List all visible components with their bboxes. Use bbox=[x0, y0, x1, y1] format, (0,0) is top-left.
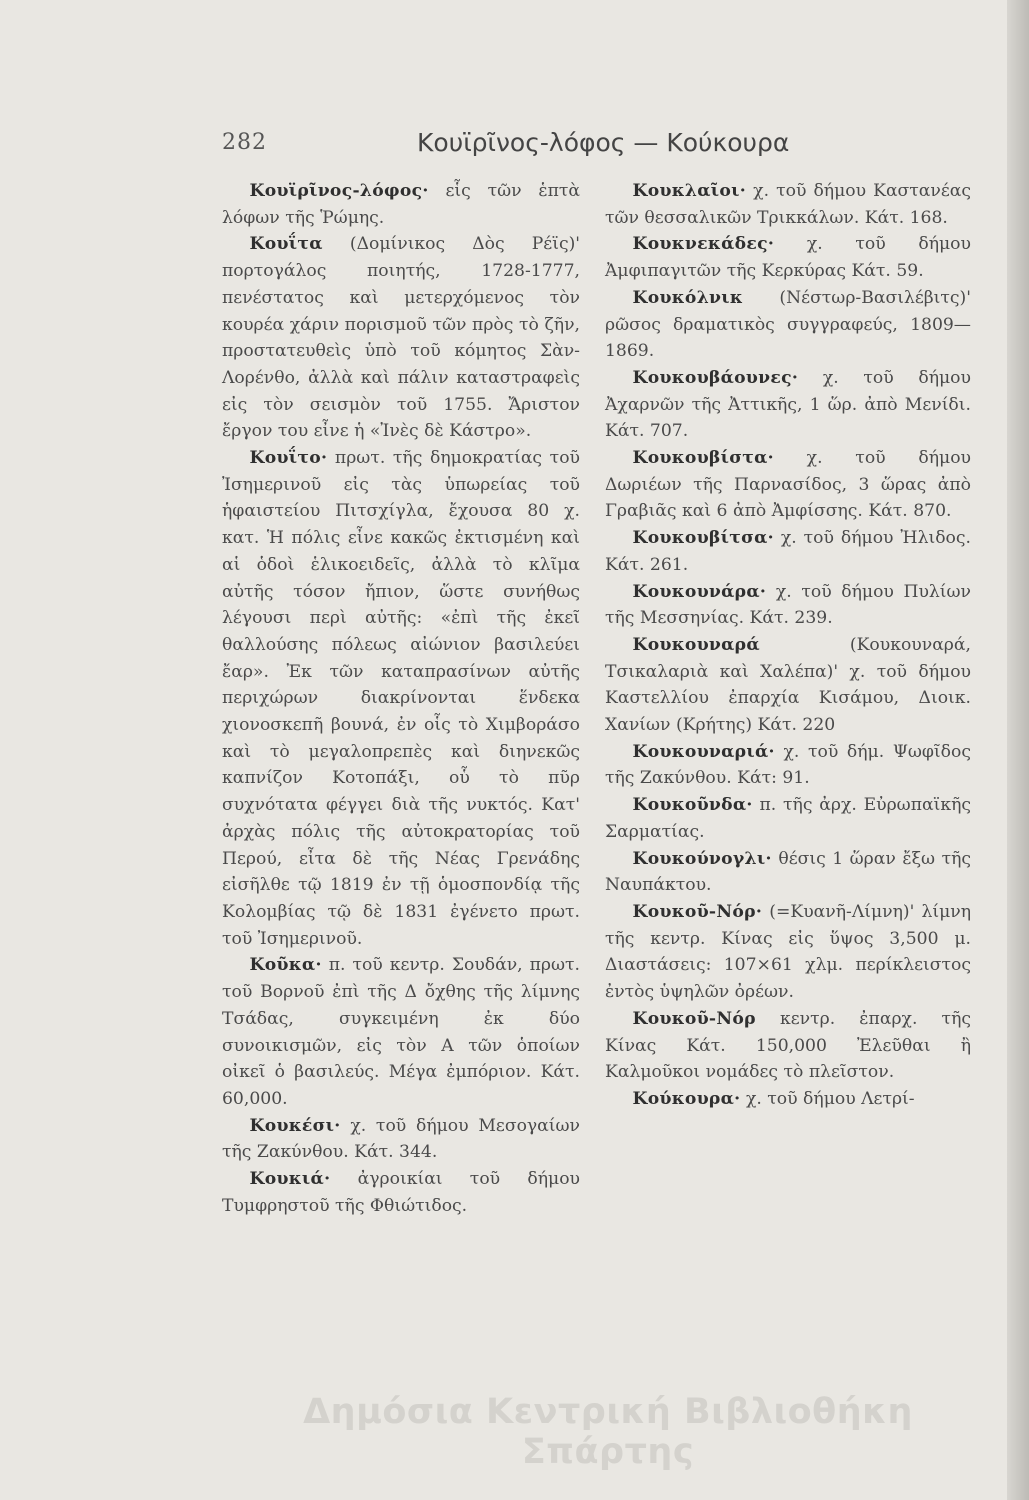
dictionary-entry bbox=[605, 632, 971, 739]
dictionary-entry bbox=[222, 1113, 580, 1166]
dictionary-entry bbox=[222, 952, 580, 1112]
entry-headword: Κουκουβάουνες· bbox=[632, 367, 799, 388]
dictionary-entry bbox=[605, 846, 971, 899]
entry-headword: Κουϊρῖνος-λόφος· bbox=[249, 181, 429, 201]
entry-headword: Κουκουναριά· bbox=[632, 741, 775, 762]
library-watermark: Δημόσια Κεντρική Βιβλιοθήκη Σπάρτης bbox=[303, 1392, 913, 1472]
entry-text: χ. τοῦ δήμου Δωριέων τῆς Παρνασίδος, 3 ὥρας ἀπὸ Γραβιᾶς καὶ 6 ἀπὸ Ἀμφίσσης. Κάτ. 870. bbox=[605, 448, 971, 522]
entry-headword: Κοῦκα· bbox=[249, 955, 322, 976]
entry-text: χ. τοῦ δήμου Λετρί- bbox=[745, 1088, 915, 1109]
dictionary-entry bbox=[222, 1166, 580, 1219]
entry-headword: Κουκουνάρα· bbox=[632, 581, 767, 602]
entry-text: (Νέστωρ-Βασιλέβιτς)' ρῶσος δραματικὸς συγγραφεύς, 1809—1869. bbox=[605, 287, 971, 362]
left-column bbox=[222, 178, 580, 1219]
entry-text: ἀγροικίαι τοῦ δήμου Τυμφρηστοῦ τῆς Φθιώτιδος. bbox=[222, 1169, 580, 1216]
dictionary-entry bbox=[222, 445, 580, 952]
dictionary-entry bbox=[605, 365, 971, 445]
entry-headword: Κουκέσι· bbox=[249, 1115, 341, 1136]
entry-headword: Κουκοῦ-Νόρ· bbox=[632, 901, 763, 922]
entry-headword: Κουκιά· bbox=[249, 1169, 331, 1190]
entry-headword: Κουκουβίστα· bbox=[632, 448, 774, 469]
entry-text: (Δομίνικος Δὸς Ρέϊς)' πορτογάλος ποιητής, 1728-1777, πενέστατος καὶ μετερχόμενος τὸν κουρέα χάριν πορισμοῦ τῶν πρὸς τὸ ζῆν, προστατευθεὶς ὑπὸ τοῦ κόμητος Σὰν-Λορένθο, ἀλλὰ καὶ πάλιν καταστραφεὶς εἰς τὸν σεισμὸν τοῦ 1755. Ἄριστον ἔργον του εἶνε ἡ «Ἰνὲς δὲ Κάστρο». bbox=[222, 234, 581, 442]
dictionary-entry bbox=[605, 579, 971, 632]
entry-headword: Κουκνεκάδες· bbox=[632, 234, 775, 255]
entry-text: (Κουκουναρά, Τσικαλαριὰ καὶ Χαλέπα)' χ. τοῦ δήμου Καστελλίου ἐπαρχία Κισάμου, Διοικ. Χανίων (Κρήτης) Κάτ. 220 bbox=[605, 634, 971, 736]
entry-headword: Κουκλαῖοι· bbox=[632, 181, 747, 201]
running-title: Κουϊρῖνος-λόφος — Κούκουρα bbox=[417, 128, 790, 157]
dictionary-entry bbox=[222, 231, 580, 445]
entry-text: χ. τοῦ δήμου Ἀχαρνῶν τῆς Ἀττικῆς, 1 ὥρ. ἀπὸ Μενίδι. Κάτ. 707. bbox=[605, 367, 971, 442]
dictionary-entry bbox=[605, 899, 971, 1006]
dictionary-entry bbox=[605, 445, 971, 525]
entry-headword: Κουκουβίτσα· bbox=[632, 528, 774, 549]
entry-text: χ. τοῦ δήμου Μεσογαίων τῆς Ζακύνθου. Κάτ. 344. bbox=[222, 1115, 580, 1163]
dictionary-entry bbox=[605, 178, 971, 231]
right-column bbox=[605, 178, 971, 1113]
dictionary-entry bbox=[605, 231, 971, 284]
page-edge bbox=[1007, 0, 1029, 1500]
dictionary-entry bbox=[605, 285, 971, 365]
entry-headword: Κουκουναρά bbox=[632, 634, 760, 655]
dictionary-entry bbox=[605, 792, 971, 845]
entry-headword: Κουΐτο· bbox=[249, 448, 328, 469]
dictionary-entry bbox=[605, 525, 971, 578]
dictionary-entry bbox=[222, 178, 580, 231]
entry-headword: Κουΐτα bbox=[249, 234, 323, 255]
entry-text: χ. τοῦ δήμου Ἀμφιπαγιτῶν τῆς Κερκύρας Κάτ. 59. bbox=[605, 234, 971, 282]
entry-text: κεντρ. ἐπαρχ. τῆς Κίνας Κάτ. 150,000 Ἐλεῦθαι ἢ Καλμοῦκοι νομάδες τὸ πλεῖστον. bbox=[605, 1008, 971, 1083]
dictionary-entry bbox=[605, 1086, 971, 1113]
entry-headword: Κουκοῦ-Νόρ bbox=[632, 1008, 756, 1029]
entry-text: χ. τοῦ δήμου Πυλίων τῆς Μεσσηνίας. Κάτ. 239. bbox=[605, 581, 972, 629]
entry-text: π. τῆς ἀρχ. Εὐρωπαϊκῆς Σαρματίας. bbox=[605, 795, 972, 842]
entry-headword: Κούκουρα· bbox=[632, 1088, 741, 1109]
entry-headword: Κουκόλνικ bbox=[632, 287, 744, 308]
dictionary-entry bbox=[605, 1006, 971, 1086]
entry-text: χ. τοῦ δήμου Καστανέας τῶν θεσσαλικῶν Τρικκάλων. Κάτ. 168. bbox=[605, 181, 971, 228]
entry-text: πρωτ. τῆς δημοκρατίας τοῦ Ἰσημερινοῦ εἰς τὰς ὑπωρείας τοῦ ἡφαιστείου Πιτσχίγλα, ἔχουσα 80 χ. κατ. Ἡ πόλις εἶνε κακῶς ἐκτισμένη καὶ αἱ ὁδοὶ ἑλικοειδεῖς, ἀλλὰ τὸ κλῖμα αὐτῆς τόσον ἤπιον, ὥστε συνήθως λέγουσι περὶ αὐτῆς: «ἐπὶ τῆς ἐκεῖ θαλλούσης πόλεως αἰώνιον βασιλεύει ἔαρ». Ἐκ τῶν καταπρασίνων αὐτῆς περιχώρων διακρίνονται ἕνδεκα χιονοσκεπῆ βουνά, ἐν οἷς τὸ Χιμβοράσο καὶ τὸ μεγαλοπρεπὲς καὶ διηνεκῶς καπνίζον Κοτοπάξι, οὗ τὸ πῦρ συχνότατα φέγγει διὰ τῆς νυκτός. Κατ' ἀρχὰς πόλις τῆς αὐτοκρατορίας τοῦ Περού, εἶτα δὲ τῆς Νέας Γρενάδης εἰσῆλθε τῷ 1819 ἐν τῇ ὁμοσπονδίᾳ τῆς Κολομβίας τῷ δὲ 1831 ἐγένετο πρωτ. τοῦ Ἰσημερινοῦ. bbox=[222, 448, 580, 949]
entry-headword: Κουκοῦνδα· bbox=[632, 795, 753, 816]
entry-text: χ. τοῦ δήμου Ἠλιδος. Κάτ. 261. bbox=[605, 528, 971, 575]
entry-text: π. τοῦ κεντρ. Σουδάν, πρωτ. τοῦ Βορνοῦ ἐπὶ τῆς Δ ὄχθης τῆς λίμνης Τσάδας, συγκειμένη ἐκ δύο συνοικισμῶν, εἰς τὸν Α τῶν ὁποίων οἰκεῖ ὁ βασιλεύς. Μέγα ἐμπόριον. Κάτ. 60,000. bbox=[222, 955, 580, 1109]
entry-headword: Κουκούνογλι· bbox=[632, 848, 772, 869]
entry-text: χ. τοῦ δήμ. Ψωφῖδος τῆς Ζακύνθου. Κάτ: 91. bbox=[605, 741, 971, 789]
page-number: 282 bbox=[222, 130, 267, 155]
entry-text: εἷς τῶν ἑπτὰ λόφων τῆς Ῥώμης. bbox=[222, 181, 580, 228]
dictionary-entry bbox=[605, 739, 971, 792]
page-header bbox=[222, 128, 982, 164]
entry-text: (=Κυανῆ-Λίμνη)' λίμνη τῆς κεντρ. Κίνας εἰς ὕψος 3,500 μ. Διαστάσεις: 107×61 χλμ. περίκλειστος ἐντὸς ὑψηλῶν ὀρέων. bbox=[605, 901, 971, 1003]
entry-text: θέσις 1 ὥραν ἔξω τῆς Ναυπάκτου. bbox=[605, 848, 972, 896]
